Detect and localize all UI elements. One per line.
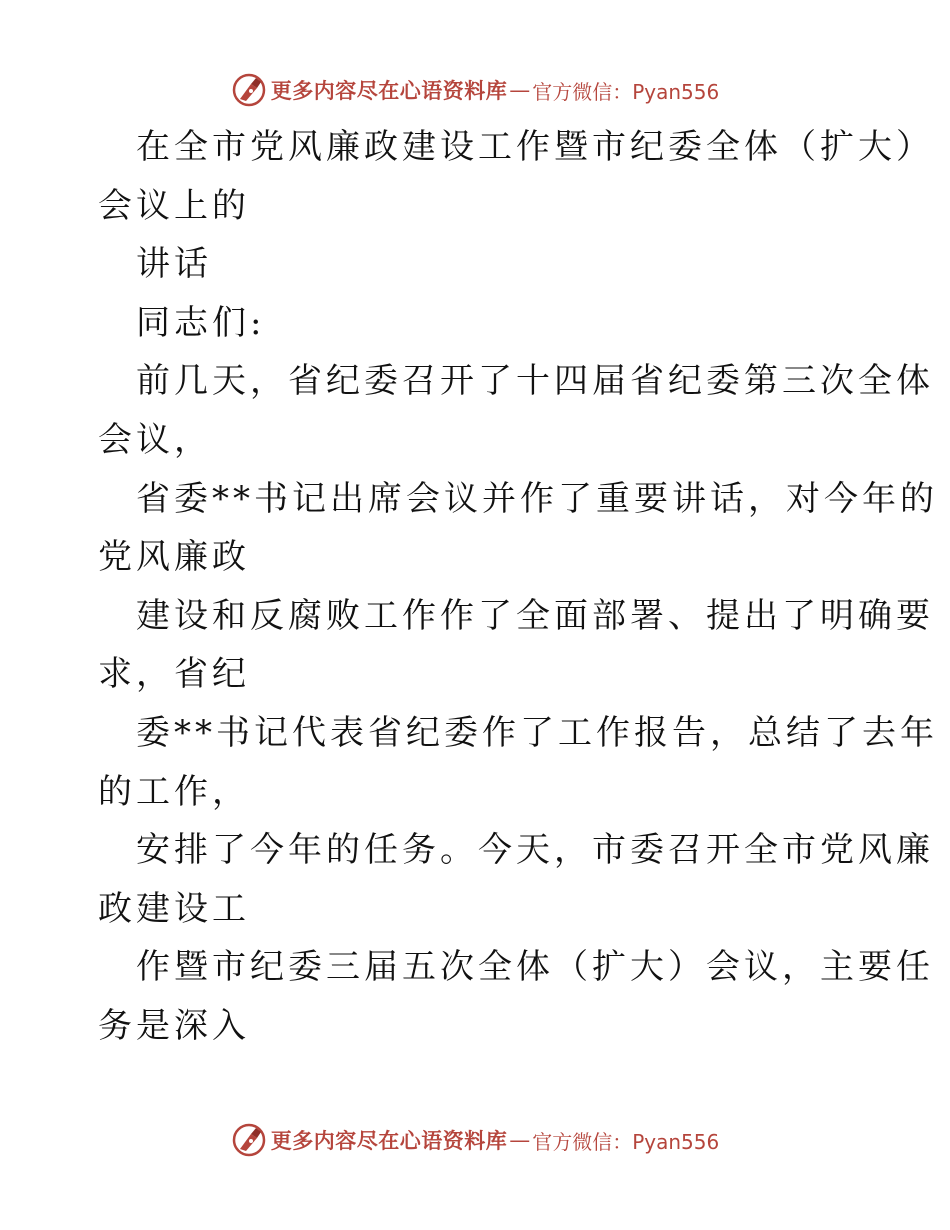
pen-nib-logo-icon <box>231 1122 267 1158</box>
text-line: 的工作， <box>98 771 250 812</box>
text-line: 务是深入 <box>98 1005 250 1046</box>
watermark-text: 更多内容尽在心语资料库 <box>270 1128 508 1153</box>
text-line: 作暨市纪委三届五次全体（扩大）会议，主要任 <box>136 947 934 988</box>
text-line: 建设和反腐败工作作了全面部署、提出了明确要 <box>136 595 934 636</box>
text-line: 安排了今年的任务。今天，市委召开全市党风廉 <box>136 830 934 871</box>
text-line: 求，省纪 <box>98 654 250 695</box>
text-line: 同志们: <box>136 302 266 343</box>
header-watermark <box>0 70 950 110</box>
watermark-separator: — <box>509 1128 531 1152</box>
text-line: 前几天，省纪委召开了十四届省纪委第三次全体 <box>136 361 934 402</box>
wechat-id: 官方微信：Pyan556 <box>532 1129 720 1154</box>
text-line: 会议上的 <box>98 185 250 226</box>
text-line: 委**书记代表省纪委作了工作报告，总结了去年 <box>136 712 938 753</box>
watermark-separator: — <box>509 78 531 102</box>
pen-nib-logo-icon <box>231 72 267 108</box>
text-line: 在全市党风廉政建设工作暨市纪委全体（扩大） <box>136 127 934 167</box>
watermark-text: 更多内容尽在心语资料库 <box>270 78 508 103</box>
text-line: 会议， <box>98 419 212 460</box>
text-line: 讲话 <box>136 244 212 285</box>
wechat-id: 官方微信：Pyan556 <box>532 79 720 104</box>
document-body <box>98 118 938 1056</box>
text-line: 党风廉政 <box>98 537 250 578</box>
footer-watermark <box>0 1120 950 1160</box>
text-line: 省委**书记出席会议并作了重要讲话，对今年的 <box>136 478 938 519</box>
text-line: 政建设工 <box>98 888 250 929</box>
